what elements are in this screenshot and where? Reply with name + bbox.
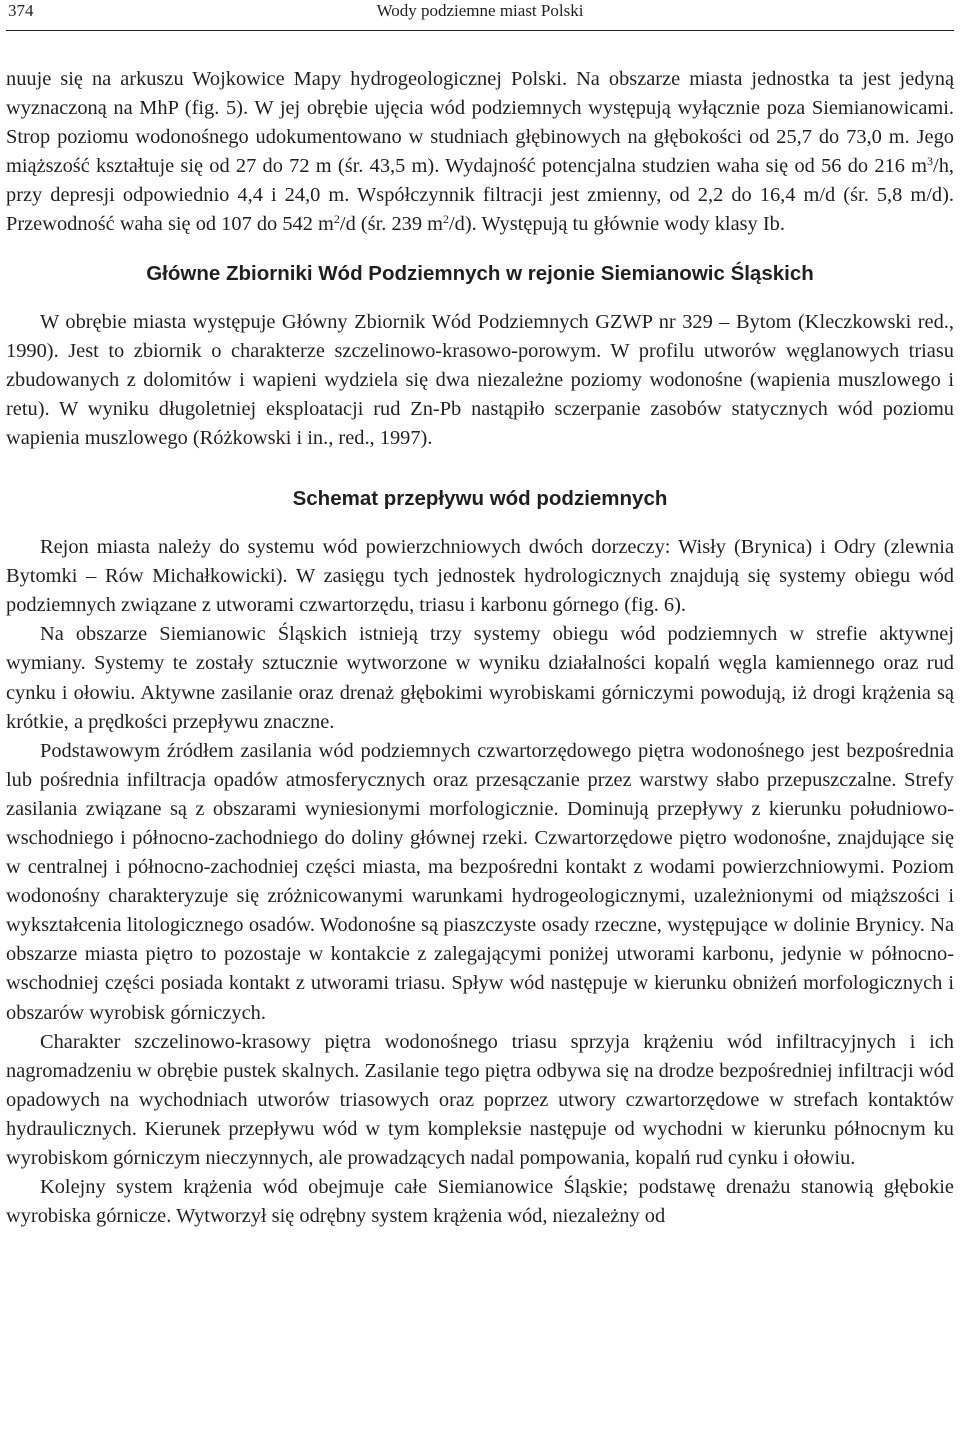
header-rule [6, 30, 954, 31]
running-title: Wody podziemne miast Polski [376, 1, 584, 20]
page-body [6, 65, 954, 1231]
page-number: 374 [8, 1, 34, 20]
paragraph: Rejon miasta należy do systemu wód powierzchniowych dwóch dorzeczy: Wisły (Brynica) i Odry (zlewnia Bytomki – Rów Michałkowicki). W zasięgu tych jednostek hydrologicznych znajdują się systemy obiegu wód podziemnych związane z utworami czwartorzędu, triasu i karbonu górnego (fig. 6). [6, 536, 954, 617]
paragraph: Podstawowym źródłem zasilania wód podziemnych czwartorzędowego piętra wodonośnego jest bezpośrednia lub pośrednia infiltracja opadów atmosferycznych oraz przesączanie przez warstwy słabo przepuszczalne. Strefy zasilania związane są z obszarami wyniesionymi morfologicznie. Dominują przepływy z kierunku południowo-wschodniego i północno-zachodniego do doliny głównej rzeki. Czwartorzędowe piętro wodonośne, znajdujące się w centralnej i północno-zachodniej części miasta, ma bezpośredni kontakt z wodami powierzchniowymi. Poziom wodonośny charakteryzuje się zróżnicowanymi warunkami hydrogeologicznymi, uzależnionymi od miąższości i wykształcenia litologicznego osadów. Wodonośne są piaszczyste osady rzeczne, występujące w dolinie Brynicy. Na obszarze miasta piętro to pozostaje w kontakcie z zalegającymi poniżej utworami karbonu, jedynie w północno-wschodniej części posiada kontakt z utworami triasu. Spływ wód następuje w kierunku obniżeń morfologicznych i obszarów wyrobisk górniczych. [6, 739, 954, 1024]
running-header [8, 0, 952, 26]
paragraph: W obrębie miasta występuje Główny Zbiornik Wód Podziemnych GZWP nr 329 – Bytom (Kleczkowski red., 1990). Jest to zbiornik o charakterze szczelinowo-krasowo-porowym. W profilu utworów węglanowych triasu zbudowanych z dolomitów i wapieni wydziela się dwa niezależne poziomy wodonośne (wapienia muszlowego i retu). W wyniku długoletniej eksploatacji rud Zn-Pb nastąpiło sczerpanie zasobów statycznych wód poziomu wapienia muszlowego (Różkowski i in., red., 1997). [6, 310, 954, 449]
section-heading-flow-scheme: Schemat przepływu wód podziemnych [292, 487, 668, 511]
intro-paragraph: nuuje się na arkuszu Wojkowice Mapy hydrogeologicznej Polski. Na obszarze miasta jednostka ta jest jedyną wyznaczoną na MhP (fig. 5). W jej obrębie ujęcia wód podziemnych występują wyłącznie poza Siemianowicami. Strop poziomu wodonośnego udokumentowano w studniach głębinowych na głębokości od 25,7 do 73,0 m. Jego miąższość kształtuje się od 27 do 72 m (śr. 43,5 m). Wydajność potencjalna studzien waha się od 56 do 216 $m^3/h$, przy depresji odpowiednio 4,4 i 24,0 m. Współczynnik filtracji jest zmienny, od 2,2 do 16,4 m/d (śr. 5,8 m/d). Przewodność waha się od 107 do 542 $m^2/d$ (śr. 239 $m^2/d$). Występują tu głównie wody klasy Ib. [6, 68, 954, 236]
paragraph: Na obszarze Siemianowic Śląskich istnieją trzy systemy obiegu wód podziemnych w strefie aktywnej wymiany. Systemy te zostały sztucznie wytworzone w wyniku działalności kopalń węgla kamiennego oraz rud cynku i ołowiu. Aktywne zasilanie oraz drenaż głębokimi wyrobiskami górniczymi powodują, iż drogi krążenia są krótkie, a prędkości przepływu znaczne. [6, 623, 954, 733]
section-heading-gzwp: Główne Zbiorniki Wód Podziemnych w rejonie Siemianowic Śląskich [146, 261, 814, 285]
paragraph: Charakter szczelinowo-krasowy piętra wodonośnego triasu sprzyja krążeniu wód infiltracyjnych i ich nagromadzeniu w obrębie pustek skalnych. Zasilanie tego piętra odbywa się na drodze bezpośredniej infiltracji wód opadowych na wychodniach utworów triasowych oraz poprzez utwory czwartorzędowe w strefach kontaktów hydraulicznych. Kierunek przepływu wód w tym kompleksie następuje od wychodni w kierunku północnym ku wyrobiskom górniczym nieczynnych, ale prowadzących nadal pompowania, kopalń rud cynku i ołowiu. [6, 1030, 954, 1169]
paragraph: Kolejny system krążenia wód obejmuje całe Siemianowice Śląskie; podstawę drenażu stanowią głębokie wyrobiska górnicze. Wytworzył się odrębny system krążenia wód, niezależny od [6, 1176, 954, 1228]
